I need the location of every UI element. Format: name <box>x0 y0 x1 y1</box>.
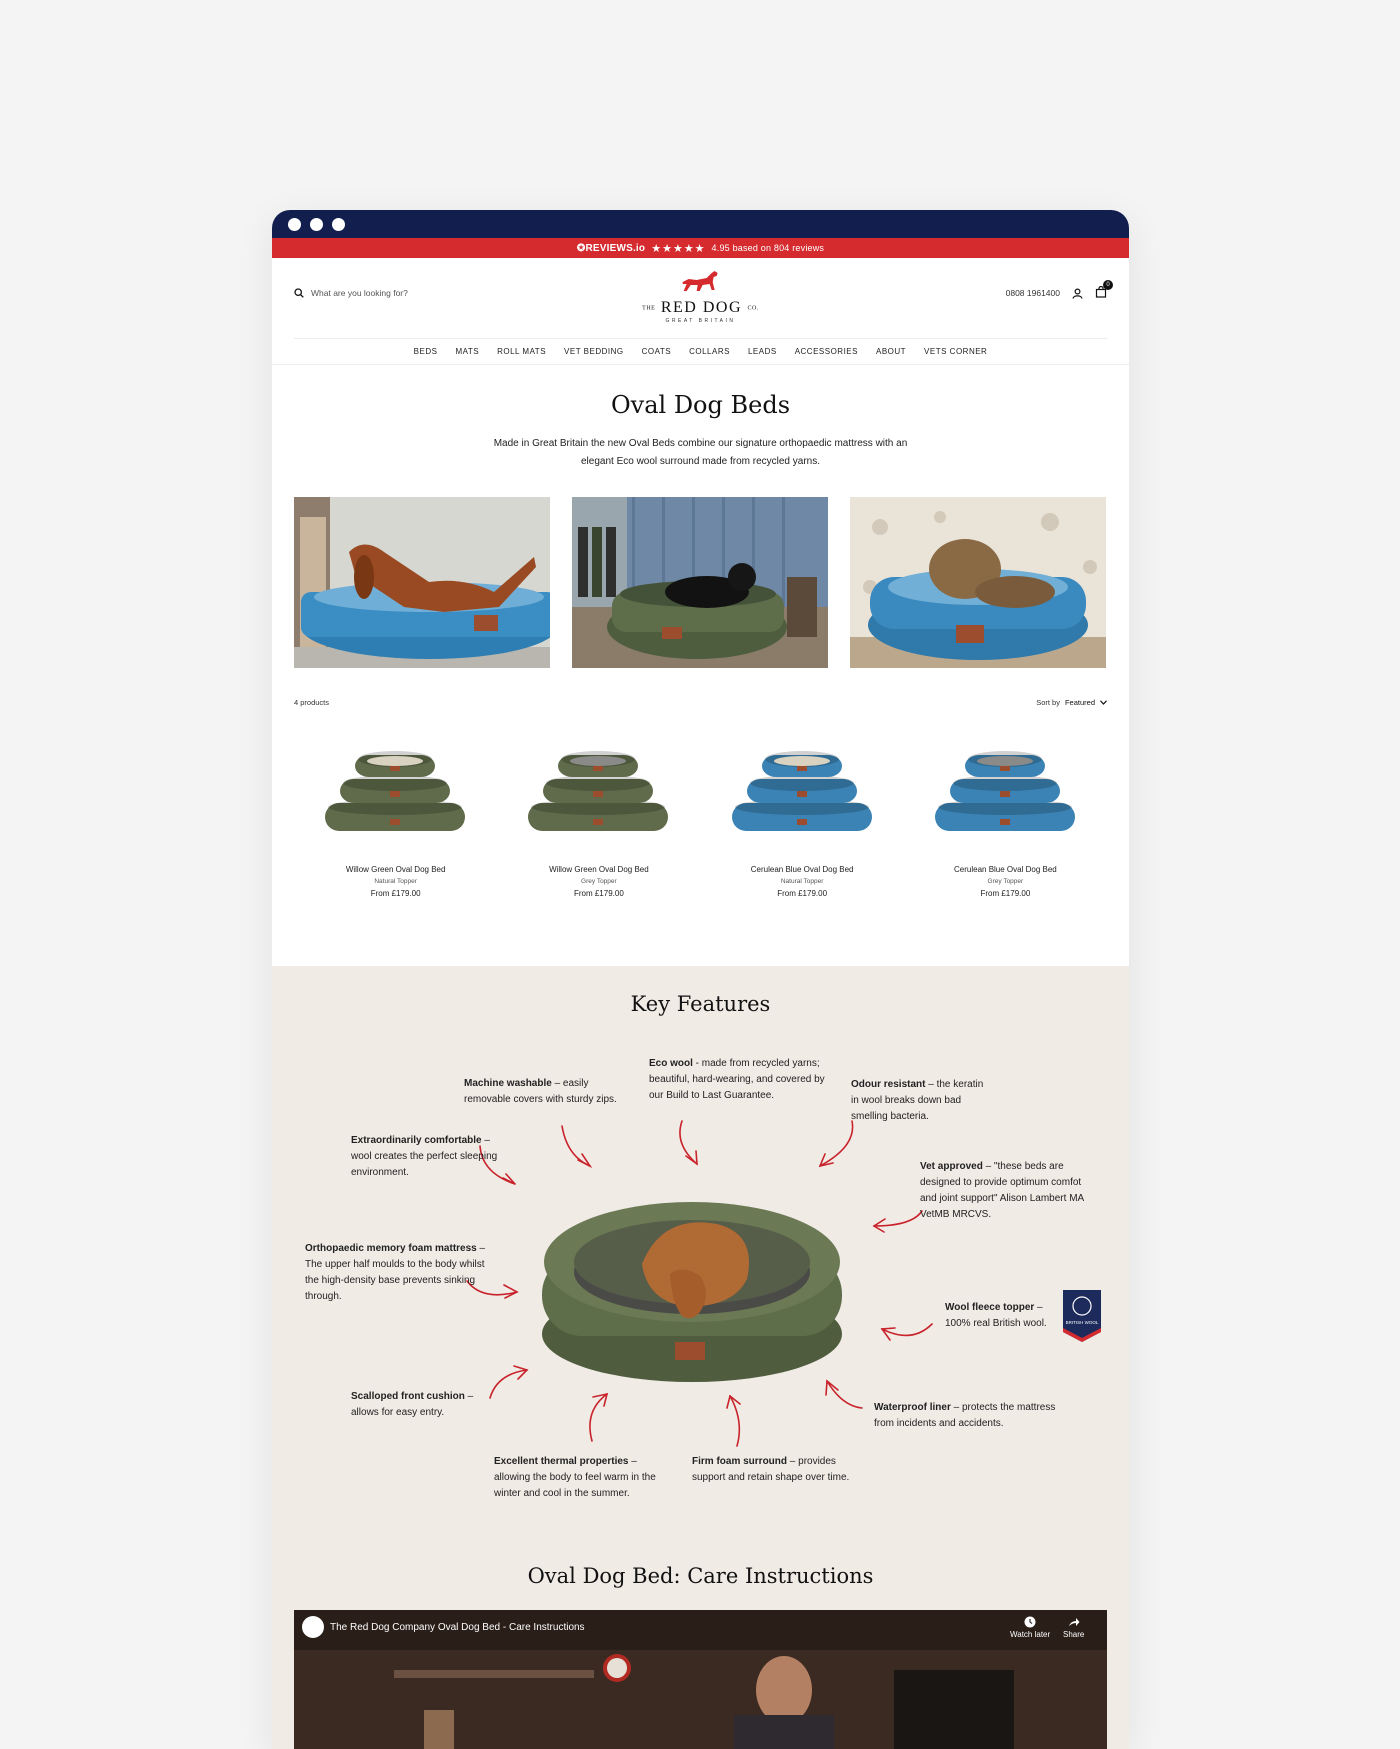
channel-avatar[interactable] <box>302 1616 324 1638</box>
feature-text: - made from recycled yarns; beautiful, hard-wearing, and covered by our Build to Last Guarantee. <box>649 1058 825 1101</box>
feature-text: – allows for easy entry. <box>351 1391 474 1418</box>
care-instructions-title: Oval Dog Bed: Care Instructions <box>527 1564 874 1588</box>
product-price: From £179.00 <box>370 889 421 898</box>
feature-vet-approved <box>920 1159 1100 1223</box>
feature-bold: Waterproof liner <box>874 1402 951 1413</box>
site-logo[interactable] <box>642 268 759 324</box>
product-variant: Natural Topper <box>374 878 417 885</box>
feature-bold: Wool fleece topper <box>945 1302 1035 1313</box>
window-dot-close[interactable] <box>288 218 301 231</box>
clock-icon <box>1024 1616 1036 1628</box>
browser-window <box>272 210 1129 1749</box>
watch-later-button[interactable] <box>1010 1616 1050 1639</box>
product-price: From £179.00 <box>980 889 1031 898</box>
feature-text: – protects the mattress from incidents and accidents. <box>874 1402 1056 1429</box>
main-nav <box>272 339 1129 365</box>
account-icon[interactable] <box>1072 288 1083 299</box>
share-icon <box>1068 1616 1080 1628</box>
logo-co: CO. <box>747 305 759 312</box>
search-icon <box>294 288 304 298</box>
sort-label: Sort by <box>1036 698 1060 707</box>
british-wool-badge <box>1061 1288 1103 1344</box>
nav-item-about[interactable]: ABOUT <box>875 347 907 356</box>
logo-the: THE <box>642 305 656 312</box>
feature-machine-washable <box>464 1076 629 1108</box>
feature-bold: Excellent thermal properties <box>494 1456 629 1467</box>
product-image[interactable] <box>933 733 1078 843</box>
feature-bold: Machine washable <box>464 1078 552 1089</box>
feature-thermal-properties <box>494 1454 674 1502</box>
product-image[interactable] <box>526 733 671 843</box>
hero-image-dachshund <box>294 497 550 668</box>
nav-item-collars[interactable]: COLLARS <box>689 347 730 356</box>
product-card[interactable] <box>294 733 497 898</box>
feature-bed-image <box>542 1194 842 1384</box>
header-utilities <box>1005 282 1110 300</box>
feature-wool-fleece-topper <box>945 1300 1057 1332</box>
feature-text: – provides support and retain shape over time. <box>692 1456 850 1483</box>
nav-item-leads[interactable]: LEADS <box>747 347 777 356</box>
feature-bold: Orthopaedic memory foam mattress <box>305 1243 477 1254</box>
key-features-section <box>272 966 1129 1749</box>
share-button[interactable] <box>1063 1616 1084 1639</box>
share-label: Share <box>1063 1630 1085 1639</box>
product-price: From £179.00 <box>777 889 828 898</box>
feature-text: – The upper half moulds to the body whilst the high-density base prevents sinking through. <box>305 1243 486 1302</box>
feature-text: – allowing the body to feel warm in the winter and cool in the summer. <box>494 1456 656 1499</box>
product-grid <box>272 733 1129 898</box>
product-variant: Grey Topper <box>987 878 1024 885</box>
collection-description: Made in Great Britain the new Oval Beds combine our signature orthopaedic mattress with an elegant Eco wool surround made from recycled yarns. <box>493 438 908 467</box>
feature-waterproof-liner <box>874 1400 1059 1432</box>
reviews-brand: ✪REVIEWS.io <box>576 242 646 254</box>
product-count: 4 products <box>294 698 330 707</box>
window-dot-maximize[interactable] <box>332 218 345 231</box>
nav-item-vets-corner[interactable]: VETS CORNER <box>924 347 988 356</box>
chevron-down-icon <box>1100 700 1107 705</box>
window-dot-minimize[interactable] <box>310 218 323 231</box>
reviews-bar[interactable] <box>272 238 1129 258</box>
collection-toolbar <box>272 698 1129 707</box>
hero-images <box>272 497 1129 668</box>
sort-dropdown[interactable] <box>1036 698 1107 707</box>
page-title: Oval Dog Beds <box>610 391 791 419</box>
watch-later-label: Watch later <box>1010 1630 1051 1639</box>
red-dog-logo-icon <box>679 268 723 294</box>
window-titlebar <box>272 210 1129 238</box>
product-price: From £179.00 <box>573 889 624 898</box>
nav-item-roll-mats[interactable]: ROLL MATS <box>497 347 547 356</box>
feature-text: – easily removable covers with sturdy zips. <box>464 1078 617 1105</box>
feature-scalloped-front-cushion <box>351 1389 481 1421</box>
feature-orthopaedic-mattress <box>305 1241 495 1305</box>
feature-bold: Extraordinarily comfortable <box>351 1135 482 1146</box>
search-placeholder: What are you looking for? <box>311 288 408 298</box>
nav-item-beds[interactable]: BEDS <box>413 347 438 356</box>
product-card[interactable] <box>497 733 700 898</box>
nav-item-vet-bedding[interactable]: VET BEDDING <box>564 347 624 356</box>
nav-item-coats[interactable]: COATS <box>641 347 672 356</box>
feature-eco-wool <box>649 1056 827 1104</box>
product-variant: Natural Topper <box>780 878 824 885</box>
product-name[interactable]: Cerulean Blue Oval Dog Bed <box>750 865 854 874</box>
feature-bold: Vet approved <box>920 1161 983 1172</box>
feature-extraordinarily-comfortable <box>351 1133 501 1181</box>
feature-text: – the keratin in wool breaks down bad smelling bacteria. <box>851 1079 984 1122</box>
feature-text: – 100% real British wool. <box>945 1302 1047 1329</box>
hero-image-terrier <box>850 497 1106 668</box>
site-header <box>294 258 1110 339</box>
key-features-title: Key Features <box>630 992 771 1016</box>
feature-text: – wool creates the perfect sleeping environment. <box>351 1135 498 1178</box>
cart-count-badge: 0 <box>1103 280 1113 290</box>
care-video-player[interactable] <box>294 1610 1107 1749</box>
product-variant: Grey Topper <box>581 878 617 885</box>
product-name[interactable]: Willow Green Oval Dog Bed <box>549 865 649 874</box>
product-card[interactable] <box>701 733 904 898</box>
badge-text: BRITISH WOOL <box>1065 1320 1099 1325</box>
product-name[interactable]: Cerulean Blue Oval Dog Bed <box>954 865 1057 874</box>
product-name[interactable]: Willow Green Oval Dog Bed <box>345 865 446 874</box>
feature-firm-foam-surround <box>692 1454 864 1486</box>
video-title[interactable]: The Red Dog Company Oval Dog Bed - Care Instructions <box>330 1622 585 1633</box>
phone-number[interactable]: 0808 1961400 <box>1005 288 1060 298</box>
product-card[interactable] <box>904 733 1107 898</box>
feature-bold: Firm foam surround <box>692 1456 788 1467</box>
feature-bold: Odour resistant <box>851 1079 926 1090</box>
feature-odour-resistant <box>851 1077 989 1125</box>
feature-bold: Eco wool <box>649 1058 693 1069</box>
logo-subtitle: GREAT BRITAIN <box>665 318 736 324</box>
nav-item-accessories[interactable]: ACCESSORIES <box>794 347 858 356</box>
reviews-rating-text: 4.95 based on 804 reviews <box>711 243 825 253</box>
sort-value: Featured <box>1064 698 1095 707</box>
search-bar[interactable] <box>294 288 408 298</box>
feature-text: – "these beds are designed to provide optimum comfot and joint support" Alison Lambert MA VetMB MRCVS. <box>920 1161 1084 1220</box>
product-image[interactable] <box>323 733 468 843</box>
product-image[interactable] <box>730 733 875 843</box>
hero-image-labrador <box>572 497 828 668</box>
cart-button[interactable] <box>1095 282 1110 300</box>
star-rating-icon: ★★★★★ <box>651 242 706 255</box>
feature-bold: Scalloped front cushion <box>351 1391 465 1402</box>
nav-item-mats[interactable]: MATS <box>455 347 480 356</box>
logo-wordmark: RED DOG <box>660 299 742 316</box>
